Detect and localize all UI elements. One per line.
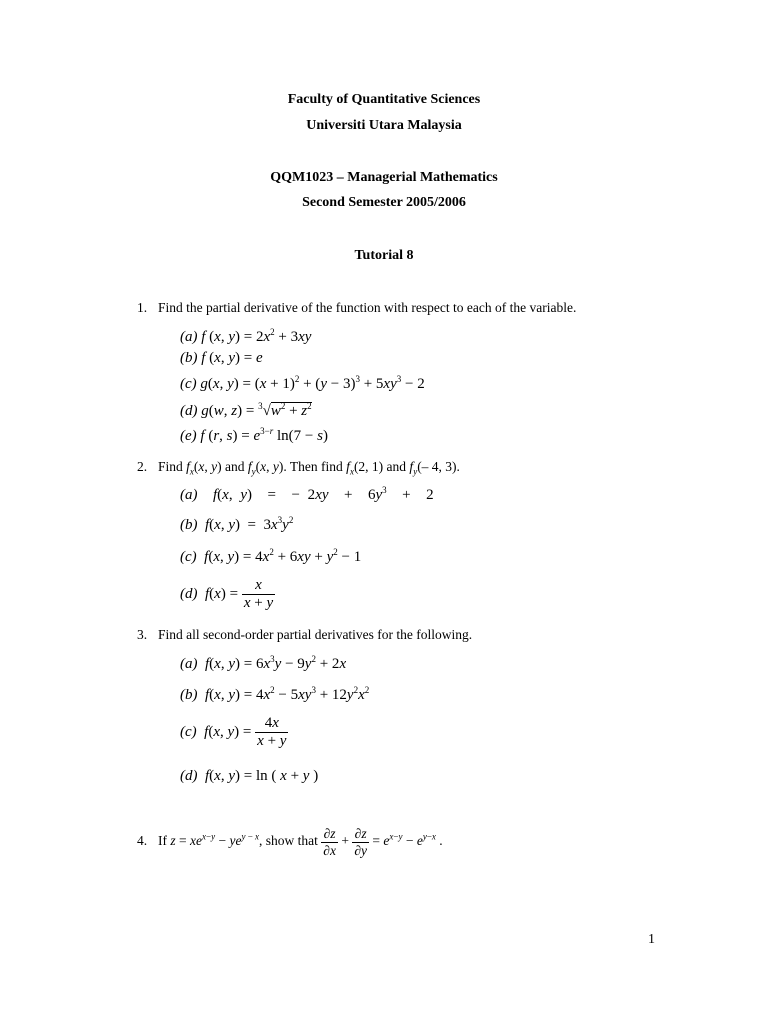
q1-part-d: (d) g(w, $z) = ^3√w^2 + z^2$ — [180, 401, 312, 419]
question-2: 2. Find $f_x(x$, y) and $f_y(x$, y). Then find $f_x(2$, 1) and $f_y(-$ 4, 3). — [137, 459, 460, 477]
q2-part-d: (d) f(x) = $\frac{x}{x + y}$ — [180, 577, 274, 612]
question-text: Find the partial derivative of the function with respect to each of the variable. — [158, 300, 577, 315]
tutorial-title: Tutorial 8 — [354, 248, 414, 263]
question-number: 4. — [137, 833, 148, 849]
q2-part-a: (a) f(x, y) = − $2xy + 6y^3 + 2$ — [180, 485, 434, 503]
q3-part-c: (c) f(x, y) = $\frac{4x}{x + y}$ — [180, 715, 287, 750]
q3-part-b: (b) f(x, $y) = 4x^2 - 5xy^3 + 12y^2x^2$ — [180, 685, 370, 703]
q2-part-c: (c) f(x, $y) = 4x^2 + 6xy + y^2 - 1$ — [180, 547, 362, 565]
question-number: 1. — [137, 300, 148, 315]
q3-part-d: (d) f(x, y) = ln ( x + y ) — [180, 768, 319, 784]
q1-part-c: (c) g(x, $y) = (x + 1)^2 + (y - 3)^3 + 5xy^3 - 2$ — [180, 374, 425, 392]
question-4: 4. If $z = xe^{x-y} - ye^{y - x}$, show that $\frac{\partial z}{\partial x}$ + $\frac{\partial z}{\partial y}$ = $e^{x-y} - e^{y-x}$ . — [137, 826, 443, 858]
page-number: 1 — [648, 932, 655, 947]
course-heading: QQM1023 – Managerial Mathematics — [270, 170, 498, 185]
question-number: 3. — [137, 627, 148, 642]
question-text: Find all second-order partial derivatives for the following. — [158, 627, 473, 642]
university-heading: Universiti Utara Malaysia — [306, 118, 462, 133]
faculty-heading: Faculty of Quantitative Sciences — [287, 92, 481, 107]
question-number: 2. — [137, 459, 148, 474]
question-1 — [137, 300, 576, 316]
q3-part-a: (a) f(x, $y) = 6x^3y - 9y^2 + 2x$ — [180, 654, 347, 672]
question-3 — [137, 627, 472, 643]
q2-part-b: (b) f(x, $y) = 3x^3y^2$ — [180, 515, 294, 533]
q1-part-e: (e) f (r, $s) = e^{3-r}$ ln(7 − s) — [180, 426, 328, 444]
q1-part-b: (b) f (x, y) = e — [180, 350, 263, 366]
semester-heading: Second Semester 2005/2006 — [302, 195, 466, 210]
q1-part-a: (a) f (x, $y) = 2x^2 + 3xy$ — [180, 327, 312, 345]
